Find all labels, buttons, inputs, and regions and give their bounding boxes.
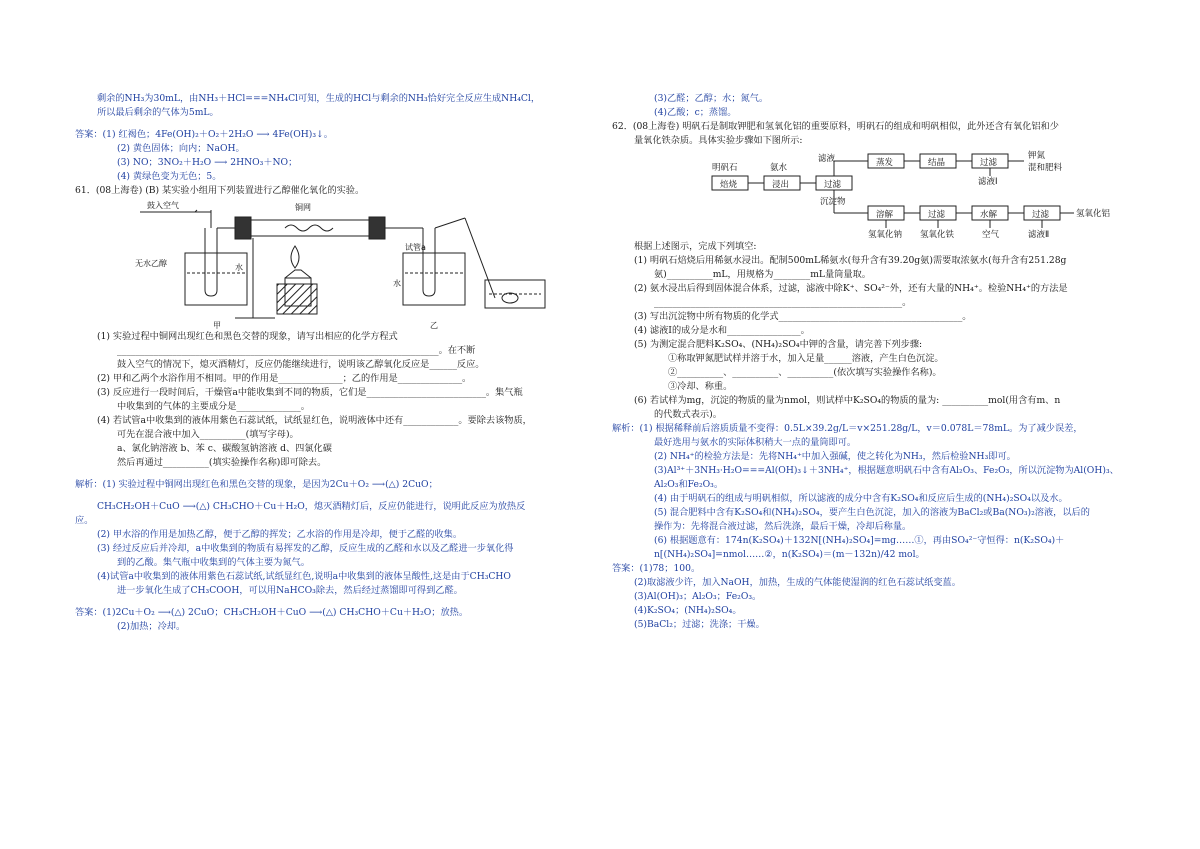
flow-label-ammonia: 氨水	[770, 163, 788, 173]
label-jia: 甲	[213, 321, 221, 330]
flow-label-alunite: 明矾石	[712, 163, 738, 173]
text-line: (3) 反应进行一段时间后，干燥管a中能收集到不同的物质，它们是__________________________。集气瓶	[97, 387, 523, 398]
text-line: (4)试管a中收集到的液体用紫色石蕊试纸,试纸显红色,说明a中收集到的液体呈酸性,这是由于CH₃CHO	[97, 571, 511, 582]
flow-label-filtrate-1: 滤液Ⅰ	[978, 177, 998, 187]
text-line: (6) 根据题意有：174n(K₂SO₄)＋132N[(NH₄)₂SO₄]=mg……①，再由SO₄²⁻守恒得：n(K₂SO₄)＋	[654, 535, 1065, 546]
text-line: (2)加热；冷却。	[117, 621, 186, 632]
flow-label-mixed-fertilizer: 混和肥料	[1028, 163, 1063, 173]
text-line: 然后再通过__________(填实验操作名称)即可除去。	[117, 457, 327, 468]
text-line: (4)K₂SO₄；(NH₄)₂SO₄。	[634, 605, 742, 616]
text-line: 解析：(1) 根据稀释前后溶质质量不变得：0.5L×39.2g/L＝v×251.28g/L，v＝0.078L＝78mL。为了减少误差，	[612, 423, 1083, 434]
text-line: 可先在混合液中加入__________(填写字母)。	[117, 429, 299, 440]
flow-box-filter-2: 过滤	[980, 158, 998, 168]
text-line	[75, 470, 595, 478]
flow-label-naoh: 氢氧化钠	[868, 230, 903, 240]
label-yi: 乙	[430, 321, 438, 330]
text-line: 根据上述图示，完成下列填空:	[634, 241, 757, 252]
label-water-1: 水	[235, 263, 243, 272]
alunite-process-flowchart	[702, 148, 1122, 240]
text-line: 应。	[75, 515, 94, 526]
text-line: 进一步氧化生成了CH₃COOH，可以用NaHCO₃除去，然后经过蒸馏即可得到乙醛。	[117, 585, 463, 596]
right-text-block-2	[612, 240, 1132, 632]
text-line: (3)Al³⁺＋3NH₃·H₂O===Al(OH)₃↓＋3NH₄⁺，根据题意明矾石中含有Al₂O₃、Fe₂O₃，所以沉淀物为Al(OH)₃、	[654, 465, 1119, 476]
text-line: 61．(08上海卷) (B) 某实验小组用下列装置进行乙醇催化氧化的实验。	[75, 185, 365, 196]
text-line: 中收集到的气体的主要成分是______________。	[117, 401, 310, 412]
text-line: 62．(08上海卷) 明矾石是制取钾肥和氢氧化铝的重要原料，明矾石的组成和明矾相似，此外还含有氧化铝和少	[612, 121, 1059, 132]
flow-label-k-n: 钾氮	[1028, 151, 1046, 161]
flow-label-air: 空气	[982, 230, 1000, 240]
text-line: ______________________________________________________。	[654, 297, 912, 308]
text-line: (6) 若试样为mg，沉淀的物质的量为nmol，则试样中K₂SO₄的物质的量为: __________mol(用含有m、n	[634, 395, 1061, 406]
text-line: 到的乙酸。集气瓶中收集到的气体主要为氮气。	[117, 557, 310, 568]
text-line: Al₂O₃和Fe₂O₃。	[654, 479, 724, 490]
text-line: (3) NO；3NO₂＋H₂O ⟶ 2HNO₃＋NO；	[117, 157, 298, 168]
flow-box-hydrolyze: 水解	[980, 210, 998, 220]
right-text-block-1	[612, 92, 1132, 148]
text-line: (2) 氨水浸出后得到固体混合体系，过滤，滤液中除K⁺、SO₄²⁻外，还有大量的NH₄⁺。检验NH₄⁺的方法是	[634, 283, 1068, 294]
label-tube-a: 试管a	[405, 243, 426, 252]
text-line: 答案：(1)78；100。	[612, 563, 701, 574]
text-line: (5) 为测定混合肥料K₂SO₄、(NH₄)₂SO₄中钾的含量，请完善下列步骤:	[634, 339, 923, 350]
text-line: (4)乙酸；c；蒸馏。	[654, 107, 737, 118]
flow-box-filter-3: 过滤	[928, 210, 946, 220]
text-line	[75, 120, 595, 128]
flow-box-filter-4: 过滤	[1032, 210, 1050, 220]
flow-label-al-oh: 氢氧化铝	[1076, 209, 1111, 219]
text-line: 量氧化铁杂质。具体实验步骤如下图所示:	[634, 135, 803, 146]
flow-label-filtrate-2: 滤液Ⅱ	[1028, 230, 1050, 240]
text-line: (4) 由于明矾石的组成与明矾相似，所以滤液的成分中含有K₂SO₄和反应后生成的(NH₄)₂SO₄以及水。	[654, 493, 1068, 504]
text-line: (4) 滤液Ⅰ的成分是水和________________。	[634, 325, 810, 336]
flow-box-leach: 浸出	[772, 180, 790, 190]
text-line: (4) 黄绿色变为无色；5。	[117, 171, 222, 182]
label-copper: 铜网	[295, 203, 311, 212]
ethanol-oxidation-apparatus	[135, 198, 555, 330]
flow-box-dissolve: 溶解	[876, 210, 894, 220]
text-line: CH₃CH₂OH＋CuO ⟶(△) CH₃CHO＋Cu＋H₂O，熄灭酒精灯后，反应仍能进行，说明此反应为放热反	[97, 501, 526, 512]
text-line: 操作为：先将混合液过滤，然后洗涤，最后干燥，冷却后称量。	[654, 521, 912, 532]
text-line: 的代数式表示)。	[654, 409, 722, 420]
left-text-block-1	[75, 92, 595, 198]
flow-label-filtrate: 滤液	[818, 154, 836, 164]
text-line: (2) 甲水浴的作用是加热乙醇，便于乙醇的挥发；乙水浴的作用是冷却，便于乙醛的收集。	[97, 529, 463, 540]
text-line	[75, 492, 595, 500]
text-line: 氨)__________mL，用规格为________mL量筒量取。	[654, 269, 871, 280]
text-line: ①称取钾氮肥试样并溶于水，加入足量______溶液，产生白色沉淀。	[668, 353, 944, 364]
text-line: (2) 甲和乙两个水浴作用不相同。甲的作用是______________；乙的作用是______________。	[97, 373, 472, 384]
text-line: n[(NH₄)₂SO₄]=nmol……②，n(K₂SO₄)＝(m－132n)/42 mol。	[654, 549, 925, 560]
flow-label-precipitate: 沉淀物	[820, 197, 846, 207]
label-air: 鼓入空气	[147, 201, 179, 210]
flow-box-filter-1: 过滤	[824, 180, 842, 190]
text-line	[75, 598, 595, 606]
text-line: 答案：(1) 红褐色；4Fe(OH)₂＋O₂＋2H₂O ⟶ 4Fe(OH)₃↓。	[75, 129, 333, 140]
text-line: (2) 黄色固体；向内；NaOH。	[117, 143, 245, 154]
text-line: 剩余的NH₃为30mL，由NH₃＋HCl===NH₄Cl可知，生成的HCl与剩余的NH₃恰好完全反应生成NH₄Cl，	[97, 93, 541, 104]
left-text-block-2	[75, 330, 595, 634]
text-line: 解析：(1) 实验过程中铜网出现红色和黑色交替的现象，是因为2Cu＋O₂ ⟶(△) 2CuO；	[75, 479, 438, 490]
text-line: (3) 写出沉淀物中所有物质的化学式________________________________________。	[634, 311, 972, 322]
text-line: (3)乙醛；乙醇；水；氮气。	[654, 93, 769, 104]
text-line: (5)BaCl₂；过滤；洗涤；干燥。	[634, 619, 765, 630]
text-line: (3) 经过反应后并冷却，a中收集到的物质有易挥发的乙醇，反应生成的乙醛和水以及乙醛进一步氧化得	[97, 543, 514, 554]
label-ethanol: 无水乙醇	[135, 259, 167, 268]
text-line: (2) NH₄⁺的检验方法是：先将NH₄⁺中加入强碱，使之转化为NH₃，然后检验NH₃即可。	[654, 451, 1016, 462]
text-line: (1) 明矾石焙烧后用稀氨水浸出。配制500mL稀氨水(每升含有39.20g氨)需要取浓氨水(每升含有251.28g	[634, 255, 1067, 266]
text-line: 答案：(1)2Cu＋O₂ ⟶(△) 2CuO；CH₃CH₂OH＋CuO ⟶(△) CH₃CHO＋Cu＋H₂O；放热。	[75, 607, 469, 618]
left-column	[75, 92, 595, 634]
flow-box-evaporate: 蒸发	[876, 158, 894, 168]
text-line: ______________________________________________________________________。在不断	[117, 345, 476, 356]
label-water-2: 水	[393, 279, 401, 288]
text-line: (5) 混合肥料中含有K₂SO₄和(NH₄)₂SO₄，要产生白色沉淀，加入的溶液为BaCl₂或Ba(NO₃)₂溶液，以后的	[654, 507, 1090, 518]
right-column	[612, 92, 1132, 632]
text-line: ③冷却、称重。	[668, 381, 733, 392]
text-line: a、氯化钠溶液 b、苯 c、碳酸氢钠溶液 d、四氯化碳	[117, 443, 332, 454]
text-line: 鼓入空气的情况下，熄灭酒精灯，反应仍能继续进行，说明该乙醇氧化反应是______反应。	[117, 359, 485, 370]
text-line: (3)Al(OH)₃；Al₂O₃；Fe₂O₃。	[634, 591, 762, 602]
text-line: (4) 若试管a中收集到的液体用紫色石蕊试纸，试纸显红色，说明液体中还有____________。要除去该物质，	[97, 415, 532, 426]
text-line: 所以最后剩余的气体为5mL。	[97, 107, 219, 118]
flow-box-crystallize: 结晶	[928, 158, 946, 168]
text-line: (1) 实验过程中铜网出现红色和黑色交替的现象，请写出相应的化学方程式	[97, 331, 398, 342]
text-line: ②__________、__________、__________(依次填写实验操作名称)。	[668, 367, 942, 378]
flow-label-fe-oh: 氢氧化铁	[920, 230, 955, 240]
flow-box-roast: 焙烧	[720, 180, 738, 190]
text-line: 最好选用与氨水的实际体积稍大一点的量筒即可。	[654, 437, 857, 448]
text-line: (2)取滤液少许，加入NaOH，加热，生成的气体能使湿润的红色石蕊试纸变蓝。	[634, 577, 961, 588]
